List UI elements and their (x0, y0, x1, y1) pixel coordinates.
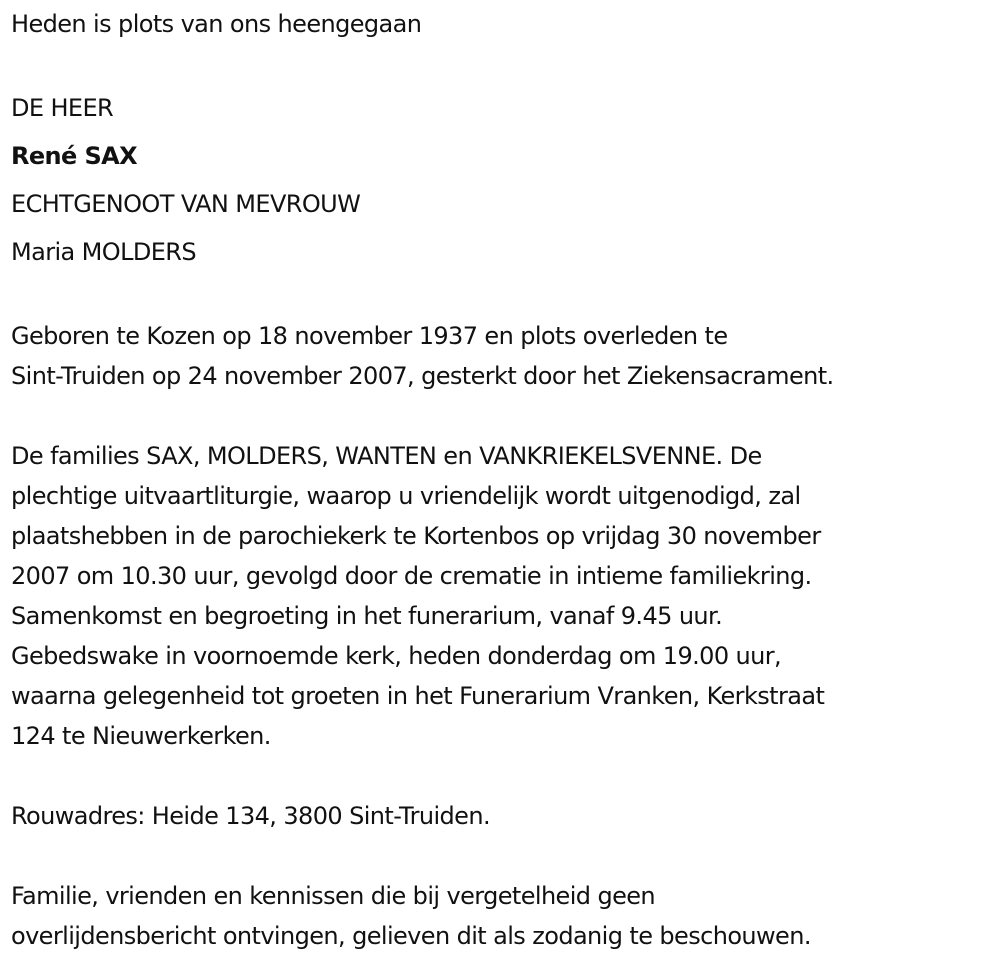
spouse-title: ECHTGENOOT VAN MEVROUW (11, 190, 361, 218)
paragraph-line: overlijdensbericht ontvingen, gelieven dit als zodanig te beschouwen. (11, 922, 811, 950)
paragraph-line: 124 te Nieuwerkerken. (11, 722, 271, 750)
paragraph-line: plaatshebben in de parochiekerk te Kortenbos op vrijdag 30 november (11, 522, 821, 550)
paragraph-line: waarna gelegenheid tot groeten in het Funerarium Vranken, Kerkstraat (11, 682, 825, 710)
spacer (11, 836, 991, 876)
paragraph-line: Samenkomst en begroeting in het funerarium, vanaf 9.45 uur. (11, 602, 723, 630)
spacer (11, 276, 991, 316)
spacer (11, 756, 991, 796)
paragraph-line: plechtige uitvaartliturgie, waarop u vriendelijk wordt uitgenodigd, zal (11, 482, 801, 510)
deceased-name: René SAX (11, 142, 138, 170)
paragraph-line: Sint-Truiden op 24 november 2007, gesterkt door het Ziekensacrament. (11, 362, 834, 390)
spouse-name: Maria MOLDERS (11, 238, 197, 266)
spacer (11, 396, 991, 436)
salutation: DE HEER (11, 94, 114, 122)
closing-paragraph (11, 876, 991, 956)
obituary-notice (11, 0, 991, 956)
mourning-address: Rouwadres: Heide 134, 3800 Sint-Truiden. (11, 802, 490, 830)
paragraph-line: Familie, vrienden en kennissen die bij vergetelheid geen (11, 882, 656, 910)
birth-death-paragraph (11, 316, 991, 396)
paragraph-line: 2007 om 10.30 uur, gevolgd door de crematie in intieme familiekring. (11, 562, 812, 590)
spacer (11, 44, 991, 84)
paragraph-line: Gebedswake in voornoemde kerk, heden donderdag om 19.00 uur, (11, 642, 782, 670)
families-paragraph (11, 436, 991, 756)
paragraph-line: De families SAX, MOLDERS, WANTEN en VANKRIEKELSVENNE. De (11, 442, 762, 470)
intro-line: Heden is plots van ons heengegaan (11, 10, 422, 38)
paragraph-line: Geboren te Kozen op 18 november 1937 en plots overleden te (11, 322, 728, 350)
